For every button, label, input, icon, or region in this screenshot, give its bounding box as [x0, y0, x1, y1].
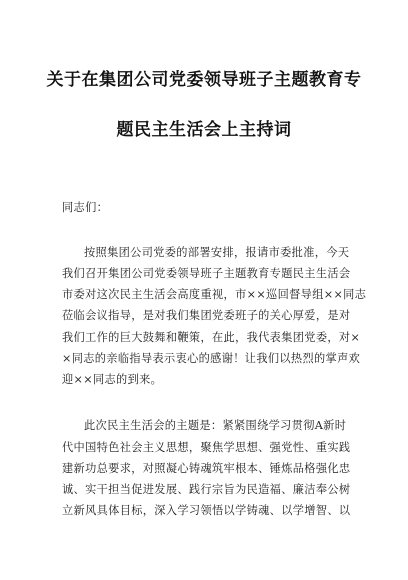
document-title-line-1: 关于在集团公司党委领导班子主题教育专 — [46, 70, 362, 90]
paragraph-line: 代中国特色社会主义思想，聚焦学思想、强党性、重实践 — [62, 441, 351, 454]
paragraph-line: 莅临会议指导，是对我们集团党委班子的关心厚爱，是对 — [62, 309, 351, 322]
paragraph-line: 我们召开集团公司党委领导班子主题教育专题民主生活会 — [62, 267, 351, 280]
paragraph-line: 建新功总要求，对照凝心铸魂筑牢根本、锤炼品格强化忠 — [62, 462, 351, 475]
paragraph-line: 迎××同志的到来。 — [62, 373, 163, 386]
paragraph-line: 立新风具体目标，深入学习领悟以学铸魂、以学增智、以 — [62, 504, 351, 517]
paragraph-line: 此次民主生活会的主题是：紧紧围绕学习贯彻A新时 — [84, 419, 347, 432]
document-title-line-2: 题民主生活会上主持词 — [116, 120, 292, 140]
salutation: 同志们： — [62, 201, 109, 214]
paragraph-line: 按照集团公司党委的部署安排，报请市委批准，今天 — [84, 246, 350, 259]
paragraph-line: 诚、实干担当促进发展、践行宗旨为民造福、廉洁奉公树 — [62, 483, 351, 496]
paragraph-line: 市委对这次民主生活会高度重视，市××巡回督导组××同志 — [62, 288, 367, 301]
paragraph-line: ×同志的亲临指导表示衷心的感谢！让我们以热烈的掌声欢 — [62, 352, 361, 365]
paragraph-line: 我们工作的巨大鼓舞和鞭策，在此，我代表集团党委，对× — [62, 331, 361, 344]
